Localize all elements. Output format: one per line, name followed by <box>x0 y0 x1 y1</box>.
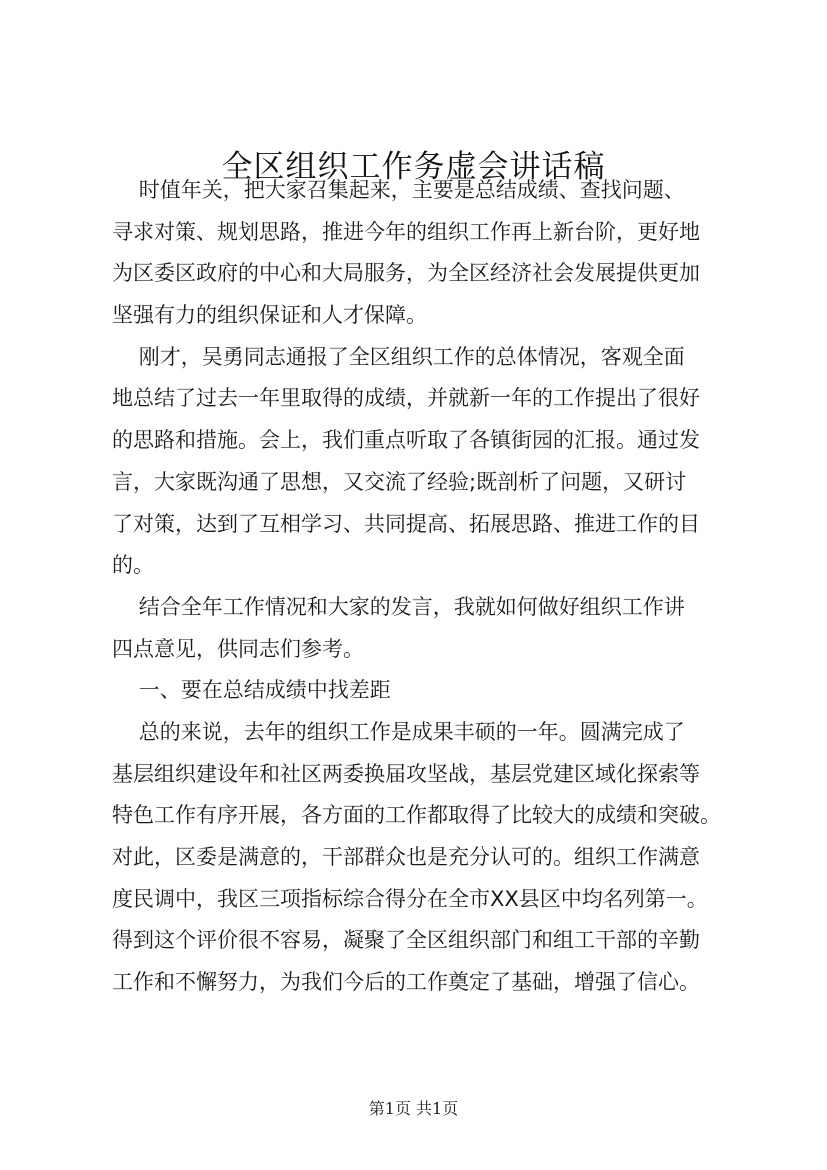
body-line: 寻求对策、规划思路，推进今年的组织工作再上新台阶，更好地 <box>112 219 700 244</box>
body-line: 的。 <box>112 553 154 578</box>
body-line: 坚强有力的组织保证和人才保障。 <box>112 303 427 328</box>
body-line: 言，大家既沟通了思想，又交流了经验;既剖析了问题，又研讨 <box>112 469 687 494</box>
body-line: 地总结了过去一年里取得的成绩，并就新一年的工作提出了很好 <box>112 386 700 411</box>
body-line: 特色工作有序开展，各方面的工作都取得了比较大的成绩和突破。 <box>112 803 721 828</box>
body-line: 结合全年工作情况和大家的发言，我就如何做好组织工作讲 <box>112 594 685 619</box>
body-line: 为区委区政府的中心和大局服务，为全区经济社会发展提供更加 <box>112 261 700 286</box>
body-line: 的思路和措施。会上，我们重点听取了各镇街园的汇报。通过发 <box>112 428 700 453</box>
body-line: 对此，区委是满意的，干部群众也是充分认可的。组织工作满意 <box>112 845 700 869</box>
body-line: 一、要在总结成绩中找差距 <box>112 678 391 703</box>
body-line: 刚才，吴勇同志通报了全区组织工作的总体情况，客观全面 <box>112 344 685 369</box>
body-line: 基层组织建设年和社区两委换届攻坚战，基层党建区域化探索等 <box>112 761 700 786</box>
body-line: 了对策，达到了互相学习、共同提高、拓展思路、推进工作的目 <box>112 511 700 536</box>
body-line: 度民调中，我区三项指标综合得分在全市XX县区中均名列第一。 <box>112 886 708 911</box>
body-line: 四点意见，供同志们参考。 <box>112 636 364 661</box>
body-line: 工作和不懈努力，为我们今后的工作奠定了基础，增强了信心。 <box>112 970 700 995</box>
body-line: 总的来说，去年的组织工作是成果丰硕的一年。圆满完成了 <box>112 719 685 744</box>
document-body <box>112 170 721 1004</box>
body-line: 时值年关，把大家召集起来，主要是总结成绩、查找问题、 <box>112 178 685 202</box>
body-line: 得到这个评价很不容易，凝聚了全区组织部门和组工干部的辛勤 <box>112 928 700 953</box>
document-title: 全区组织工作务虚会讲话稿 <box>221 149 606 185</box>
page-footer: 第1页 共1页 <box>368 1099 459 1118</box>
